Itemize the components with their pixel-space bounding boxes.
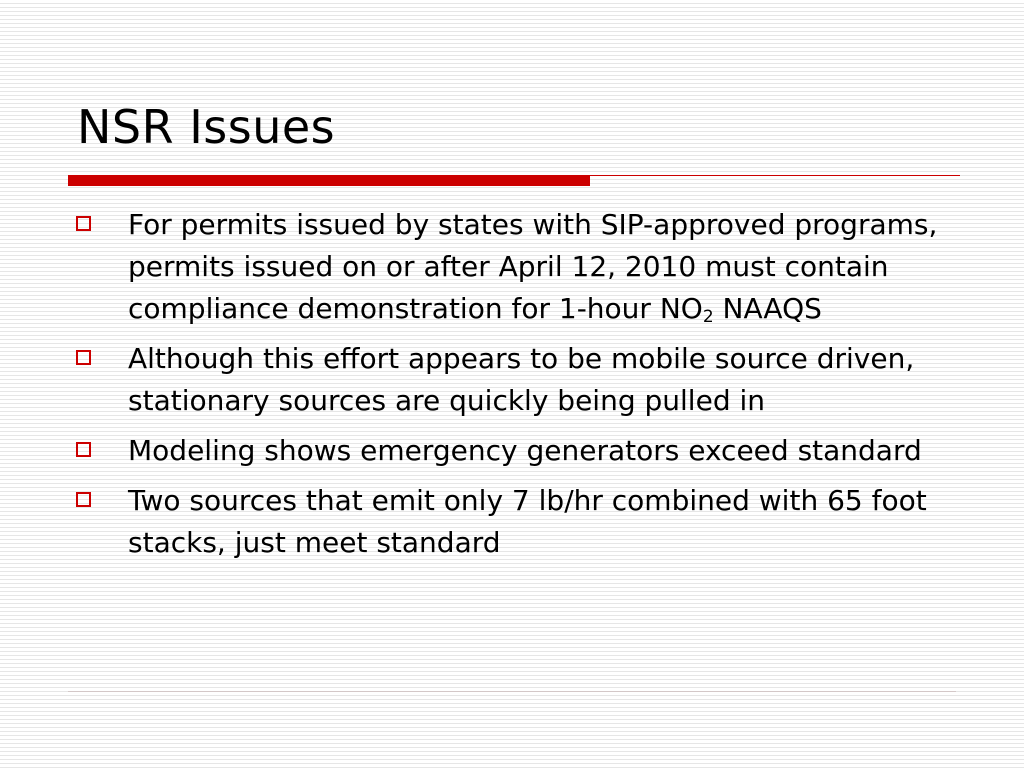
bullet-item [76, 338, 956, 422]
hollow-square-bullet-icon [76, 216, 91, 231]
footer-divider [68, 691, 956, 692]
bullet-item [76, 430, 956, 472]
bullet-text [128, 208, 937, 325]
bullet-list [76, 204, 956, 572]
title-underline-accent [68, 175, 590, 186]
bullet-text: Two sources that emit only 7 lb/hr combined with 65 foot stacks, just meet standard [128, 484, 927, 559]
hollow-square-bullet-icon [76, 492, 91, 507]
bullet-item [76, 480, 956, 564]
bullet-text: Although this effort appears to be mobile source driven, stationary sources are quickly being pulled in [128, 342, 915, 417]
subscript-2: 2 [702, 307, 714, 327]
slide-title: NSR Issues [77, 100, 336, 154]
bullet-item [76, 204, 956, 330]
bullet-text-tail: NAAQS [713, 292, 822, 325]
hollow-square-bullet-icon [76, 350, 91, 365]
bullet-text-main: For permits issued by states with SIP-approved programs, permits issued on or after April 12, 2010 must contain compliance demonstration for 1-hour NO [128, 208, 938, 325]
hollow-square-bullet-icon [76, 442, 91, 457]
bullet-text: Modeling shows emergency generators exceed standard [128, 434, 922, 467]
